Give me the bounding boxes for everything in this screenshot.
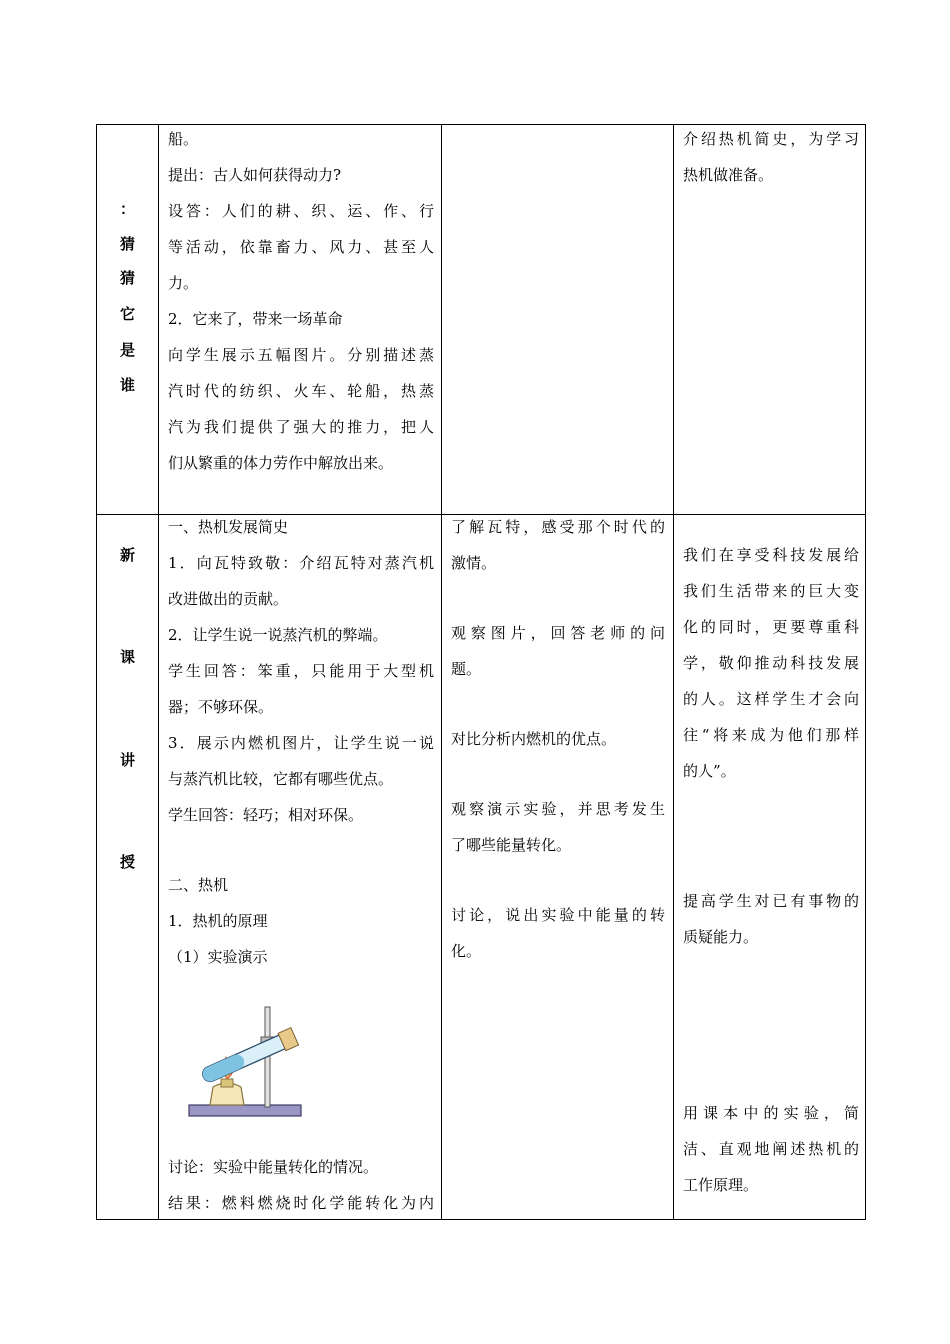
text-line: （1）实验演示 [168, 948, 268, 966]
column-divider [441, 125, 442, 1219]
text-line: 提出：古人如何获得动力? [168, 166, 342, 184]
design-intent-row2 [683, 537, 859, 789]
text-line: 热机做准备。 [683, 166, 774, 184]
text-line: 2．它来了，带来一场革命 [168, 310, 343, 328]
text-line: 往“将来成为他们那样 [683, 726, 859, 744]
text-line: 汽时代的纺织、火车、轮船，热蒸 [168, 382, 434, 400]
student-activity-row2 [451, 509, 665, 969]
text-line: 观察图片，回答老师的问 [451, 624, 665, 642]
text-line: 力。 [168, 274, 199, 292]
text-line: 汽为我们提供了强大的推力，把人 [168, 418, 434, 436]
text-line: 1．热机的原理 [168, 912, 268, 930]
text-line: 与蒸汽机比较，它都有哪些优点。 [168, 770, 394, 788]
teacher-activity-row2 [168, 509, 434, 975]
text-line: 质疑能力。 [683, 928, 759, 946]
text-line: 介绍热机简史，为学习 [683, 130, 859, 148]
text-line: 船。 [168, 130, 199, 148]
teacher-activity-row2-result [168, 1149, 434, 1221]
text-line: 观察演示实验，并思考发生 [451, 800, 665, 818]
test-tube-heating-illustration [185, 1005, 305, 1123]
text-line: 学生回答：轻巧；相对环保。 [168, 806, 364, 824]
text-line: 化的同时，更要尊重科 [683, 618, 859, 636]
text-line: 的人。这样学生才会向 [683, 690, 859, 708]
design-intent-row1 [683, 121, 859, 193]
text-line: 结果：燃料燃烧时化学能转化为内 [168, 1194, 434, 1212]
label-char: ： [119, 200, 135, 218]
text-line: 我们在享受科技发展给 [683, 546, 859, 564]
text-line: 的人”。 [683, 762, 736, 780]
text-line: 们从繁重的体力劳作中解放出来。 [168, 454, 394, 472]
text-line: 了哪些能量转化。 [451, 836, 572, 854]
text-line: 学，敬仰推动科技发展 [683, 654, 859, 672]
text-line: 提高学生对已有事物的 [683, 892, 859, 910]
text-line: 改进做出的贡献。 [168, 590, 289, 608]
label-char: 谁 [119, 376, 135, 394]
label-char: 课 [119, 648, 135, 666]
label-char: 新 [119, 546, 135, 564]
text-line: 洁、直观地阐述热机的 [683, 1140, 859, 1158]
text-line: 对比分析内燃机的优点。 [451, 730, 617, 748]
text-line: 3．展示内燃机图片，让学生说一说 [168, 734, 434, 752]
text-line: 一、热机发展简史 [168, 518, 289, 536]
text-line: 我们生活带来的巨大变 [683, 582, 859, 600]
text-line: 讨论：实验中能量转化的情况。 [168, 1158, 379, 1176]
text-line: 了解瓦特，感受那个时代的 [451, 518, 665, 536]
text-line: 器；不够环保。 [168, 698, 274, 716]
label-char: 它 [119, 305, 135, 323]
text-line: 学生回答：笨重，只能用于大型机 [168, 662, 434, 680]
label-char: 猜 [119, 235, 135, 253]
label-char: 猜 [119, 269, 135, 287]
text-line: 2．让学生说一说蒸汽机的弊端。 [168, 626, 388, 644]
text-line: 激情。 [451, 554, 497, 572]
label-char: 是 [119, 341, 135, 359]
column-divider [673, 125, 674, 1219]
design-intent-row2-c [683, 1095, 859, 1203]
label-char: 讲 [119, 751, 135, 769]
text-line: 二、热机 [168, 876, 229, 894]
text-line: 1．向瓦特致敬：介绍瓦特对蒸汽机 [168, 554, 434, 572]
design-intent-row2-b [683, 883, 859, 955]
text-line: 工作原理。 [683, 1176, 759, 1194]
teacher-activity-row1 [168, 121, 434, 481]
column-divider [158, 125, 159, 1219]
text-line: 设答：人们的耕、织、运、作、行 [168, 202, 434, 220]
text-line: 等活动，依靠畜力、风力、甚至人 [168, 238, 434, 256]
lesson-plan-table [96, 124, 866, 1220]
text-line: 讨论，说出实验中能量的转 [451, 906, 665, 924]
label-char: 授 [119, 853, 135, 871]
text-line: 化。 [451, 942, 482, 960]
text-line: 用课本中的实验，简 [683, 1104, 859, 1122]
text-line: 向学生展示五幅图片。分别描述蒸 [168, 346, 434, 364]
text-line: 题。 [451, 660, 482, 678]
